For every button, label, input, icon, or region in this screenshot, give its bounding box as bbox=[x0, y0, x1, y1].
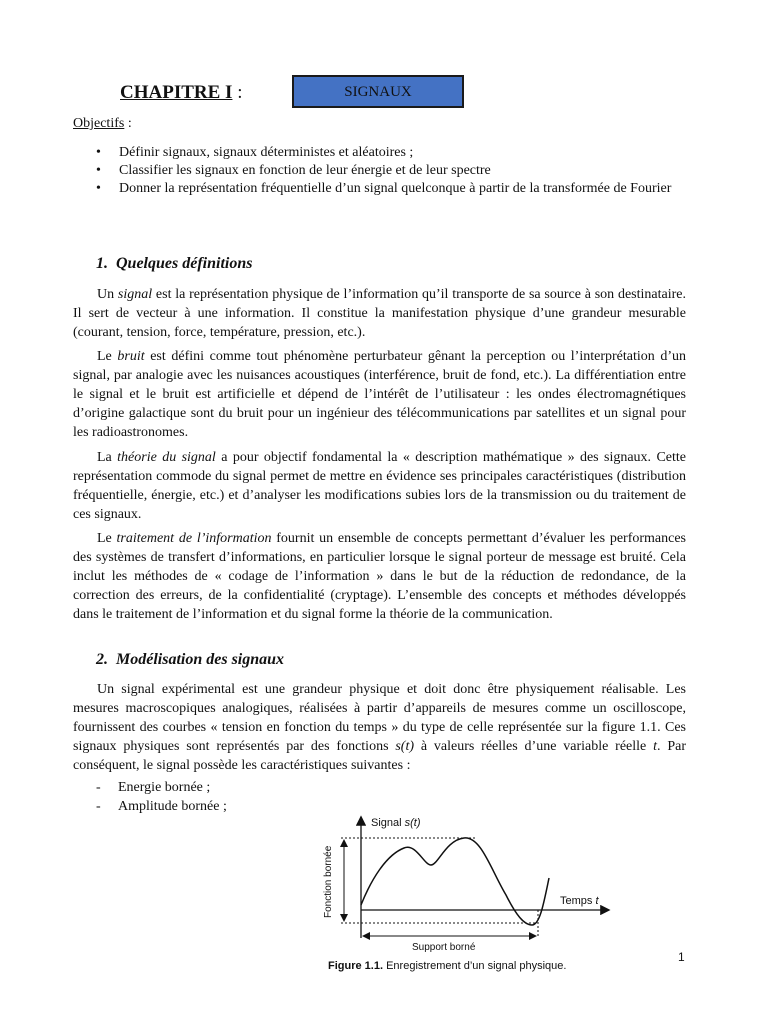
chapter-heading bbox=[120, 82, 242, 104]
list-item: • Classifier les signaux en fonction de leur énergie et de leur spectre bbox=[96, 162, 696, 180]
page-number: 1 bbox=[678, 950, 685, 964]
chapter-colon: : bbox=[237, 82, 243, 103]
paragraph-modelisation: Un signal expérimental est une grandeur physique et doit donc être physiquement réalisable. Les mesures macroscopiques analogiques, réalisées à partir d’appareils de mesures comme un oscilloscope, fournissent des courbes « tension en fonction du temps » du type de celle représentée sur la figure 1.1. Ces signaux physiques sont représentés par des fonctions s(t) à valeurs réelles d’une variable réelle t. Par conséquent, le signal possède les caractéristiques suivantes : bbox=[73, 682, 686, 773]
objectives-list bbox=[96, 144, 696, 198]
list-item: - Energie bornée ; bbox=[96, 780, 211, 795]
chapter-label: CHAPITRE I bbox=[120, 82, 233, 103]
list-item: • Donner la représentation fréquentielle d’un signal quelconque à partir de la transformée de Fourier bbox=[96, 180, 696, 198]
y-axis-label: Signal s(t) bbox=[371, 817, 421, 829]
paragraph-bruit: Le bruit est défini comme tout phénomène perturbateur gênant la perception ou l’interprétation d’un signal, par analogie avec les nuisances acoustiques (interférence, bruit de fond, etc.). La différentiation entre le signal et le bruit est artificielle et dépend de l’intérêt de l’utilisateur : les ondes électromagnétiques d’origine galactique sont du bruit pour un ingénieur des télécommunications par satellites et un signal pour les radioastronomes. bbox=[73, 349, 687, 440]
chapter-title-box: SIGNAUX bbox=[292, 75, 464, 108]
figure-caption: Figure 1.1. Enregistrement d’un signal physique. bbox=[328, 960, 567, 972]
signal-curve bbox=[361, 838, 549, 925]
horizontal-dimension-label: Support borné bbox=[412, 942, 476, 953]
paragraph-theorie: La théorie du signal a pour objectif fondamental la « description mathématique » des signaux. Cette représentation commode du signal permet de mettre en évidence ses principales caractéristiques (distribution fréquentielle, énergie, etc.) et d’analyser les modifications subies lors de la transmission ou du traitement de ces signaux. bbox=[73, 450, 686, 522]
paragraph-traitement: Le traitement de l’information fournit un ensemble de concepts permettant d’évaluer les performances des systèmes de transfert d’informations, en particulier lorsque le signal porteur de message est bruité. Cela inclut les méthodes de « codage de l’information » dans le but de la réduction de redondance, de la correction des erreurs, de la confidentialité (cryptage). L’ensemble des concepts et méthodes développés dans le traitement de l’information et du signal forme la théorie de la communication. bbox=[73, 531, 686, 622]
list-item: - Amplitude bornée ; bbox=[96, 799, 227, 814]
list-item: • Définir signaux, signaux déterministes et aléatoires ; bbox=[96, 144, 696, 162]
objectives-label: Objectifs : bbox=[73, 116, 132, 131]
section-2-heading: 2. Modélisation des signaux bbox=[96, 651, 285, 668]
vertical-dimension-label: Fonction bornée bbox=[323, 845, 334, 918]
paragraph-signal: Un signal est la représentation physique de l’information qu’il transporte de sa source à son destinataire. Il sert de vecteur à une information. Il constitue la manifestation physique d’une grandeur mesurable (courant, tension, force, température, pression, etc.). bbox=[73, 287, 686, 340]
section-1-heading: 1. Quelques définitions bbox=[96, 255, 253, 272]
x-axis-label: Temps t bbox=[560, 895, 599, 907]
